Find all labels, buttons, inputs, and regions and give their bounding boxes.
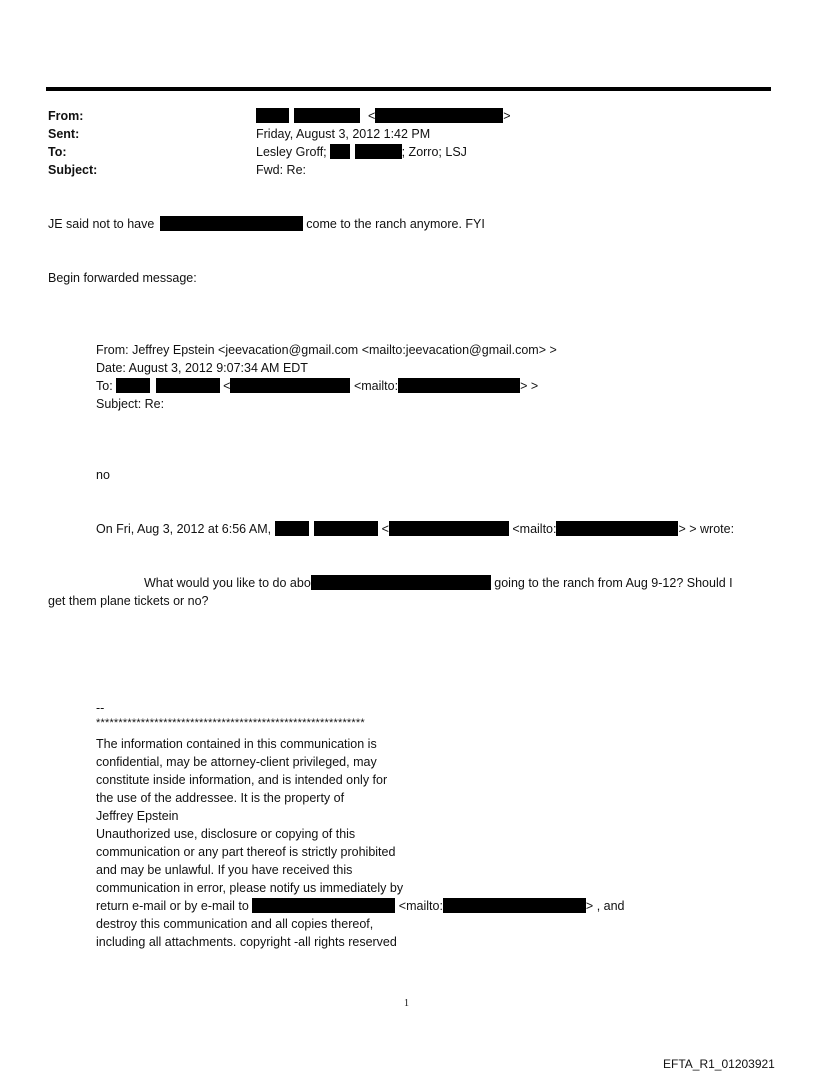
- on-mailto: <mailto:: [512, 522, 557, 536]
- sig-line: including all attachments. copyright -all rights reserved: [96, 935, 397, 949]
- body-line-1-post: come to the ranch anymore. FYI: [306, 217, 485, 231]
- page-number: 1: [404, 998, 409, 1009]
- sig-line: and may be unlawful. If you have received this: [96, 863, 353, 877]
- document-id: EFTA_R1_01203921: [663, 1057, 775, 1071]
- sig-return-end: > , and: [585, 899, 625, 913]
- body-line-1-pre: JE said not to have: [48, 217, 155, 231]
- sig-stars: ************************************************************: [96, 717, 365, 729]
- reply-text: no: [96, 468, 110, 482]
- sig-line: destroy this communication and all copies thereof,: [96, 917, 374, 931]
- redaction-block: [355, 144, 402, 159]
- sig-line: Unauthorized use, disclosure or copying of this: [96, 827, 356, 841]
- body-line-1: [48, 216, 485, 232]
- from-lt: <: [367, 109, 376, 123]
- fwd-to-label: To:: [96, 379, 113, 393]
- fwd-subject-line: Subject: Re:: [96, 397, 165, 411]
- redaction-block: [156, 378, 220, 393]
- subject-label: Subject:: [48, 163, 98, 177]
- redaction-block: [314, 521, 378, 536]
- redaction-block: [330, 144, 350, 159]
- sig-dashes: --: [96, 701, 105, 715]
- question-line-2: get them plane tickets or no?: [48, 594, 209, 608]
- sig-return-mailto: <mailto:: [398, 899, 443, 913]
- question-pre: What would you like to do abo: [144, 576, 311, 590]
- sig-return-pre: return e-mail or by e-mail to: [96, 899, 249, 913]
- fwd-from-line: From: Jeffrey Epstein <jeevacation@gmail.com <mailto:jeevacation@gmail.com> >: [96, 343, 557, 357]
- sig-line: Jeffrey Epstein: [96, 809, 179, 823]
- sig-line: communication in error, please notify us immediately by: [96, 881, 404, 895]
- from-label: From:: [48, 109, 84, 123]
- fwd-to-lt: <: [223, 379, 231, 393]
- redaction-block: [375, 108, 503, 123]
- from-gt: >: [503, 109, 511, 123]
- header-rule: [46, 87, 771, 91]
- redaction-block: [230, 378, 350, 393]
- question-line-1: [144, 575, 733, 591]
- on-wrote-line: [96, 521, 734, 537]
- redaction-block: [556, 521, 678, 536]
- sig-line: communication or any part thereof is strictly prohibited: [96, 845, 396, 859]
- sig-return-line: [96, 898, 625, 914]
- sig-line: The information contained in this communication is: [96, 737, 377, 751]
- sent-label: Sent:: [48, 127, 80, 141]
- on-lt: <: [381, 522, 389, 536]
- question-post: going to the ranch from Aug 9-12? Should I: [494, 576, 733, 590]
- redaction-block: [443, 898, 586, 913]
- to-prefix: Lesley Groff;: [256, 145, 327, 159]
- sig-line: confidential, may be attorney-client privileged, may: [96, 755, 377, 769]
- to-label: To:: [48, 145, 67, 159]
- fwd-date-line: Date: August 3, 2012 9:07:34 AM EDT: [96, 361, 308, 375]
- redaction-block: [398, 378, 520, 393]
- subject-value: Fwd: Re:: [256, 163, 307, 177]
- redaction-block: [160, 216, 303, 231]
- redaction-block: [275, 521, 309, 536]
- from-value: [256, 108, 511, 124]
- fwd-to-end: > >: [520, 379, 539, 393]
- redaction-block: [252, 898, 395, 913]
- sig-line: the use of the addressee. It is the property of: [96, 791, 345, 805]
- redaction-block: [256, 108, 289, 123]
- sent-value: Friday, August 3, 2012 1:42 PM: [256, 127, 431, 141]
- on-end: > > wrote:: [678, 522, 735, 536]
- begin-forwarded: Begin forwarded message:: [48, 271, 197, 285]
- fwd-to-mailto: <mailto:: [353, 379, 399, 393]
- sig-line: constitute inside information, and is intended only for: [96, 773, 388, 787]
- redaction-block: [294, 108, 360, 123]
- redaction-block: [116, 378, 150, 393]
- on-line-pre: On Fri, Aug 3, 2012 at 6:56 AM,: [96, 522, 272, 536]
- fwd-to-line: [96, 378, 538, 394]
- redaction-block: [389, 521, 509, 536]
- redaction-block: [311, 575, 491, 590]
- to-suffix: ; Zorro; LSJ: [401, 145, 467, 159]
- to-value: [256, 144, 467, 160]
